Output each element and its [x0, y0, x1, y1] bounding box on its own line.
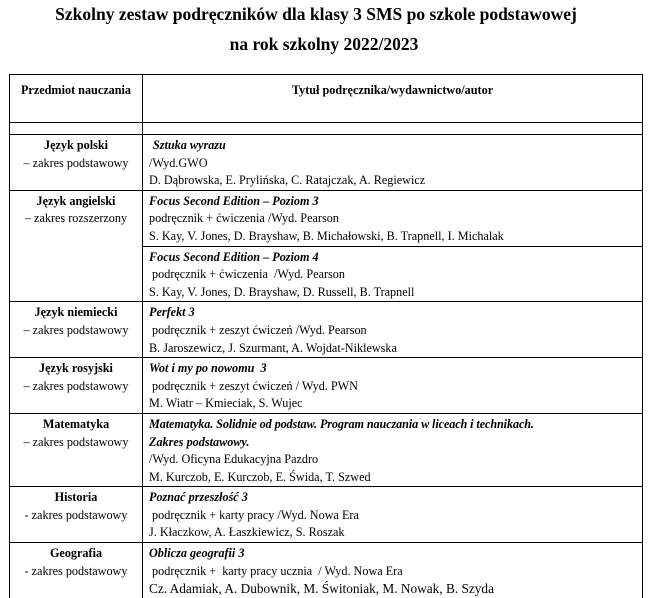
book-authors: D. Dąbrowska, E. Prylińska, C. Ratajczak, A. Regiewicz: [149, 173, 426, 188]
document-subtitle: na rok szkolny 2022/2023: [229, 34, 419, 54]
subject-cell: [10, 135, 143, 191]
book-publisher: podręcznik + karty pracy /Wyd. Nowa Era: [149, 507, 359, 522]
subject-name: Matematyka: [42, 416, 110, 431]
book-title: Matematyka. Solidnie od podstaw. Program nauczania w liceach i technikach.: [149, 416, 534, 431]
book-authors: S. Kay, V. Jones, D. Brayshaw, D. Russell, B. Trapnell: [149, 284, 415, 299]
subject-cell: [10, 358, 143, 414]
subject-scope: – zakres podstawowy: [23, 322, 129, 337]
book-title: Sztuka wyrazu: [153, 138, 226, 152]
book-title: Focus Second Edition – Poziom 4: [149, 249, 319, 264]
spacer-row: [10, 123, 643, 135]
book-authors: Cz. Adamiak, A. Dubownik, M. Świtoniak, M. Nowak, B. Szyda: [149, 581, 494, 597]
book-authors: M. Wiatr – Kmieciak, S. Wujec: [149, 396, 303, 411]
book-title: Focus Second Edition – Poziom 3: [149, 193, 319, 208]
book-cell: [143, 246, 643, 302]
textbook-table: [9, 74, 643, 598]
table-header-row: [10, 75, 643, 123]
subject-name: Język rosyjski: [39, 361, 113, 376]
book-title: Perfekt 3: [149, 305, 195, 320]
table-row: [10, 413, 643, 486]
book-cell: [143, 543, 643, 598]
table-row: [10, 543, 643, 598]
subject-cell: [10, 413, 143, 486]
book-cell: [143, 413, 643, 486]
table-row: [10, 302, 643, 358]
header-subject: Przedmiot nauczania: [10, 75, 143, 123]
book-title: Poznać przeszłość 3: [149, 490, 248, 505]
subject-name: Geografia: [49, 546, 103, 561]
subject-scope: – zakres podstawowy: [23, 434, 129, 449]
subject-scope: – zakres rozszerzony: [24, 211, 128, 226]
book-authors: S. Kay, V. Jones, D. Brayshaw, B. Michałowski, B. Trapnell, I. Michalak: [149, 228, 504, 243]
subject-scope: - zakres podstawowy: [24, 507, 128, 522]
subject-scope: - zakres podstawowy: [24, 563, 128, 578]
subject-scope: – zakres podstawowy: [23, 155, 129, 170]
book-publisher: podręcznik + zeszyt ćwiczeń / Wyd. PWN: [149, 378, 358, 393]
book-cell: [143, 135, 643, 191]
book-authors: M. Kurczob, E. Kurczob, E. Świda, T. Szwed: [149, 469, 371, 484]
subject-name: Język polski: [44, 138, 108, 152]
book-cell: [143, 302, 643, 358]
book-publisher: /Wyd. Oficyna Edukacyjna Pazdro: [149, 452, 319, 467]
table-row: [10, 487, 643, 543]
subject-name: Język angielski: [36, 193, 116, 208]
document-title: Szkolny zestaw podręczników dla klasy 3 SMS po szkole podstawowej: [55, 4, 577, 24]
book-title: Oblicza geografii 3: [149, 546, 245, 561]
subject-cell: [10, 543, 143, 598]
subject-name: Język niemiecki: [34, 305, 118, 320]
header-title: Tytuł podręcznika/wydawnictwo/autor: [143, 75, 643, 123]
book-cell: [143, 358, 643, 414]
book-publisher: podręcznik + zeszyt ćwiczeń /Wyd. Pearson: [149, 322, 367, 337]
book-authors: B. Jaroszewicz, J. Szurmant, A. Wojdat-Niklewska: [149, 340, 397, 355]
subject-cell: [10, 487, 143, 543]
subject-scope: – zakres podstawowy: [23, 378, 129, 393]
book-publisher: podręcznik + ćwiczenia /Wyd. Pearson: [149, 267, 345, 282]
subject-cell: [10, 302, 143, 358]
table-row: [10, 135, 643, 191]
subject-cell: [10, 190, 143, 302]
book-publisher: /Wyd.GWO: [149, 155, 208, 170]
book-title: Wot i my po nowomu 3: [149, 361, 267, 376]
book-publisher: podręcznik + karty pracy ucznia / Wyd. Nowa Era: [149, 563, 403, 578]
table-row: [10, 190, 643, 246]
book-title-continued: Zakres podstawowy.: [149, 434, 250, 449]
book-publisher: podręcznik + ćwiczenia /Wyd. Pearson: [149, 211, 339, 226]
table-row: [10, 358, 643, 414]
subject-name: Historia: [54, 490, 98, 505]
book-cell: [143, 487, 643, 543]
book-cell: [143, 190, 643, 246]
book-authors: J. Kłaczkow, A. Łaszkiewicz, S. Roszak: [149, 525, 345, 540]
